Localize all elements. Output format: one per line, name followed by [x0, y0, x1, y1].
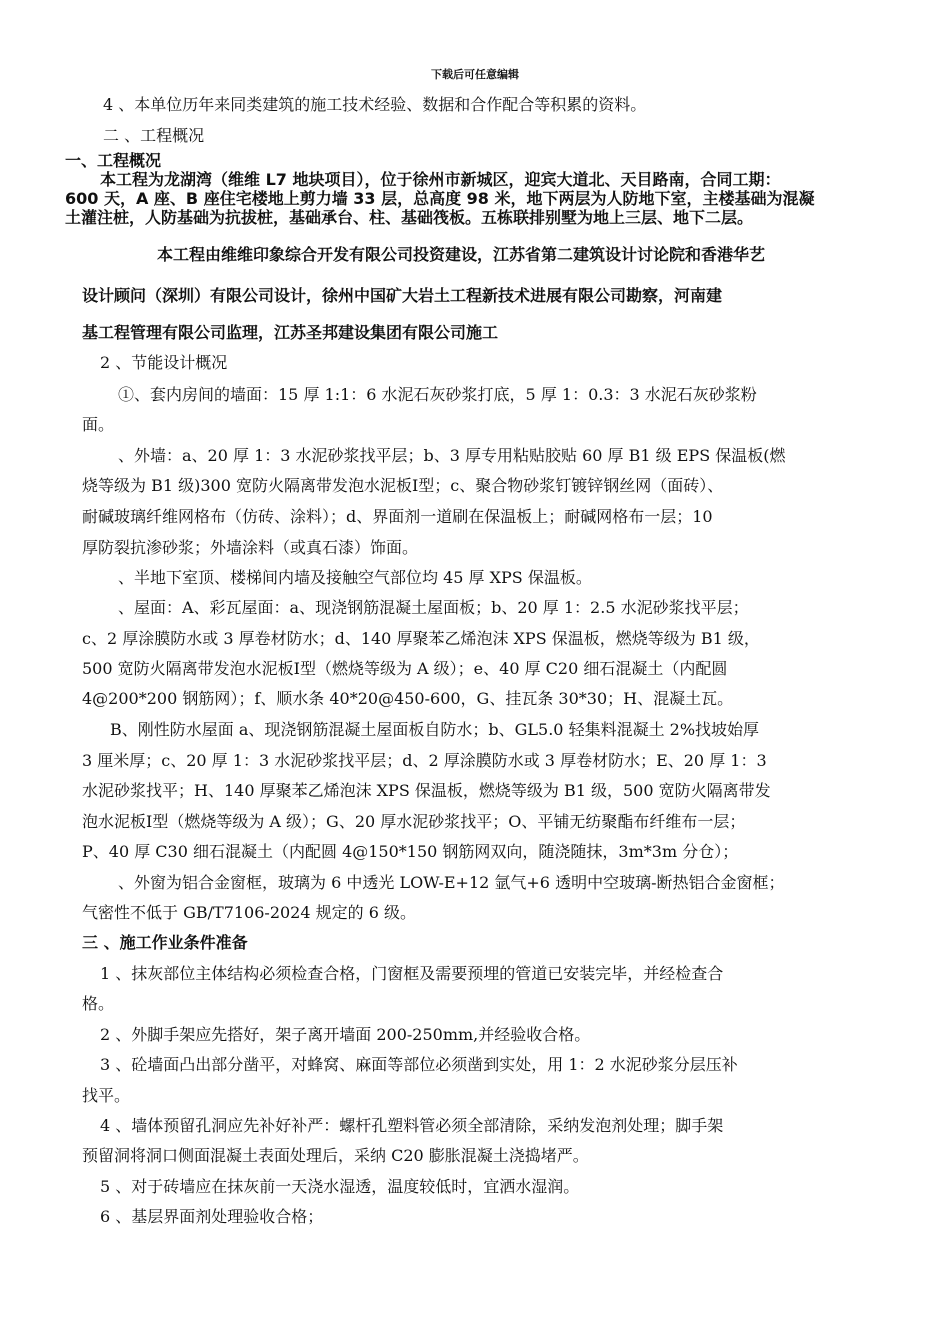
heading-line: 基工程管理有限公司监理，江苏圣邦建设集团有限公司施工 — [82, 323, 499, 342]
text-line: 4@200*200 钢筋网）；f、顺水条 40*20@450-600，G、挂瓦条 30*30；H、混凝土瓦。 — [82, 689, 734, 708]
text-line: 水泥砂浆找平；H、140 厚聚苯乙烯泡沫 XPS 保温板，燃烧等级为 B1 级，500 宽防火隔离带发 — [82, 781, 771, 800]
heading-line: 600 天，A 座、B 座住宅楼地上剪力墙 33 层，总高度 98 米，地下两层为人防地下室，主楼基础为混凝 — [65, 189, 815, 208]
text-line: 厚防裂抗渗砂浆；外墙涂料（或真石漆）饰面。 — [82, 538, 419, 557]
text-line: 耐碱玻璃纤维网格布（仿砖、涂料）；d、界面剂一道刷在保温板上；耐碱网格布一层；10 — [82, 507, 713, 526]
text-line: 4 、墙体预留孔洞应先补好补严：螺杆孔塑料管必须全部清除，采纳发泡剂处理；脚手架 — [100, 1116, 724, 1135]
text-line: ①、套内房间的墙面：15 厚 1:1：6 水泥石灰砂浆打底，5 厚 1：0.3：3 水泥石灰砂浆粉 — [118, 385, 757, 404]
text-line: 500 宽防火隔离带发泡水泥板Ⅰ型（燃烧等级为 A 级）；e、40 厚 C20 细石混凝土（内配圆 — [82, 659, 728, 678]
text-line: 、外窗为铝合金窗框，玻璃为 6 中透光 LOW-E+12 氩气+6 透明中空玻璃-断热铝合金窗框； — [118, 873, 785, 892]
text-line: 2 、外脚手架应先搭好，架子离开墙面 200-250mm,并经验收合格。 — [100, 1025, 591, 1044]
text-line: 二 、工程概况 — [103, 126, 205, 145]
text-line: 1 、抹灰部位主体结构必须检查合格，门窗框及需要预埋的管道已安装完毕，并经检查合 — [100, 964, 724, 983]
heading-line: 一、工程概况 — [65, 151, 162, 170]
text-line: 预留洞将洞口侧面混凝土表面处理后，采纳 C20 膨胀混凝土浇捣堵严。 — [82, 1146, 589, 1165]
text-line: 2 、节能设计概况 — [100, 353, 228, 372]
text-line: 、外墙：a、20 厚 1：3 水泥砂浆找平层；b、3 厚专用粘贴胶贴 60 厚 B1 级 EPS 保温板(燃 — [118, 446, 786, 465]
text-line: 格。 — [82, 994, 115, 1013]
text-line: 找平。 — [82, 1086, 131, 1105]
text-line: 5 、对于砖墙应在抹灰前一天浇水湿透，温度较低时，宜洒水湿润。 — [100, 1177, 580, 1196]
text-line: 气密性不低于 GB/T7106-2024 规定的 6 级。 — [82, 903, 416, 922]
text-line: B、刚性防水屋面 a、现浇钢筋混凝土屋面板自防水；b、GL5.0 轻集料混凝土 2%找坡始厚 — [110, 720, 760, 739]
text-line: 4 、本单位历年来同类建筑的施工技术经验、数据和合作配合等积累的资料。 — [103, 95, 647, 114]
heading-line: 本工程由维维印象综合开发有限公司投资建设，江苏省第二建筑设计讨论院和香港华艺 — [157, 245, 766, 264]
text-line: 、半地下室顶、楼梯间内墙及接触空气部位均 45 厚 XPS 保温板。 — [118, 568, 592, 587]
text-line: 3 厘米厚；c、20 厚 1：3 水泥砂浆找平层；d、2 厚涂膜防水或 3 厚卷材防水；E、20 厚 1：3 — [82, 751, 767, 770]
text-line: 烧等级为 B1 级)300 宽防火隔离带发泡水泥板Ⅰ型；c、聚合物砂浆钉镀锌钢丝网（面砖）、 — [82, 476, 724, 495]
page-header: 下载后可任意编辑 — [431, 68, 519, 81]
heading-line: 本工程为龙湖湾（维维 L7 地块项目），位于徐州市新城区，迎宾大道北、天目路南，合同工期： — [100, 170, 781, 189]
text-line: 泡水泥板Ⅰ型（燃烧等级为 A 级）；G、20 厚水泥砂浆找平；O、平铺无纺聚酯布纤维布一层； — [82, 812, 746, 831]
text-line: 3 、砼墙面凸出部分凿平，对蜂窝、麻面等部位必须凿到实处，用 1：2 水泥砂浆分层压补 — [100, 1055, 738, 1074]
text-line: 面。 — [82, 415, 115, 434]
text-line: c、2 厚涂膜防水或 3 厚卷材防水；d、140 厚聚苯乙烯泡沫 XPS 保温板，燃烧等级为 B1 级， — [82, 629, 760, 648]
heading-line: 土灌注桩，人防基础为抗拔桩，基础承台、柱、基础筏板。五栋联排别墅为地上三层、地下二层。 — [65, 208, 754, 227]
heading-line: 设计顾问（深圳）有限公司设计，徐州中国矿大岩土工程新技术进展有限公司勘察，河南建 — [82, 286, 723, 305]
heading-line: 三 、施工作业条件准备 — [82, 933, 248, 952]
text-line: 6 、基层界面剂处理验收合格； — [100, 1207, 324, 1226]
text-line: P、40 厚 C30 细石混凝土（内配圆 4@150*150 钢筋网双向，随浇随抹，3m*3m 分仓）； — [82, 842, 739, 861]
text-line: 、屋面：A、彩瓦屋面：a、现浇钢筋混凝土屋面板；b、20 厚 1：2.5 水泥砂浆找平层； — [118, 598, 749, 617]
